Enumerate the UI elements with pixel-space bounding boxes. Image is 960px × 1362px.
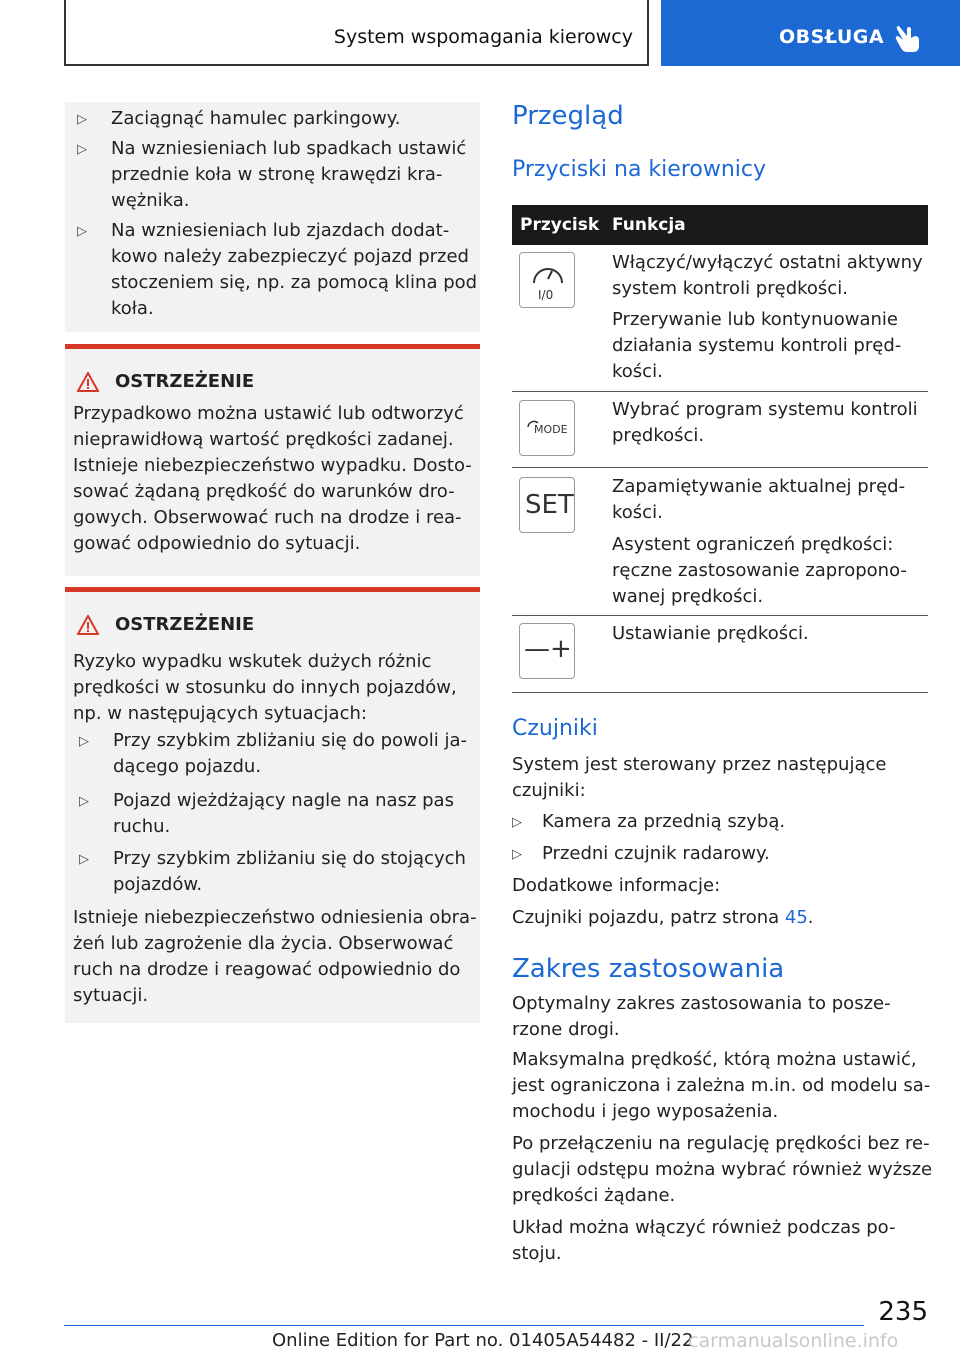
warning-heading: OSTRZEŻENIE bbox=[77, 371, 254, 392]
chapter-title: System wspomagania kierowcy bbox=[333, 26, 633, 48]
list-item: ▷ Przy szybkim zbliżaniu się do powoli ja- dącego pojazdu. bbox=[79, 728, 467, 780]
list-item: ▷ Kamera za przednią szybą. bbox=[512, 809, 785, 836]
buttons-heading: Przyciski na kierownicy bbox=[512, 157, 766, 182]
list-item: ▷ Zaciągnąć hamulec parkingowy. bbox=[77, 106, 401, 133]
column-header-button: Przycisk bbox=[520, 215, 600, 235]
footer-divider bbox=[64, 1325, 864, 1326]
warning-heading: OSTRZEŻENIE bbox=[77, 614, 254, 635]
row-divider bbox=[512, 615, 928, 616]
warning-text: Przypadkowo można ustawić lub odtworzyć nieprawidłową wartość prędkości zadanej. Istnieje niebezpieczeństwo wypadku. Dosto- sować żądaną prędkość do warunków dro- gowych. Obserwować ruch na drodze i rea- gować odpowiednio do sytuacji. bbox=[73, 403, 472, 554]
set-icon: SET bbox=[519, 477, 575, 533]
list-item: ▷ Na wzniesieniach lub zjazdach dodat- kowo należy zabezpieczyć pojazd przed stoczeniem się, np. za pomocą klina pod koła. bbox=[77, 218, 477, 322]
bullet-triangle-icon: ▷ bbox=[79, 794, 89, 809]
bullet-triangle-icon: ▷ bbox=[512, 815, 522, 830]
table-cell: Włączyć/wyłączyć ostatni aktywny system kontroli prędkości. bbox=[612, 252, 923, 299]
mode-icon: MODE bbox=[519, 400, 575, 456]
row-divider bbox=[512, 391, 928, 392]
list-item: ▷ Przy szybkim zbliżaniu się do stojących pojazdów. bbox=[79, 846, 466, 898]
header-section-box bbox=[661, 0, 960, 66]
bullet-triangle-icon: ▷ bbox=[77, 142, 87, 157]
warning-intro: Ryzyko wypadku wskutek dużych różnic prędkości w stosunku do innych pojazdów, np. w następujących sytuacjach: bbox=[73, 651, 457, 724]
table-cell: Ustawianie prędkości. bbox=[612, 623, 809, 644]
edition-text: Online Edition for Part no. 01405A54482 - II/22 bbox=[272, 1330, 694, 1351]
warning-outro: Istnieje niebezpieczeństwo odniesienia obra- żeń lub zagrożenie dla życia. Obserwować ruch na drodze i reagować odpowiednio do sytuacji. bbox=[73, 907, 477, 1006]
bullet-triangle-icon: ▷ bbox=[79, 852, 89, 867]
table-cell: Asystent ograniczeń prędkości: ręczne zastosowanie zapropono- wanej prędkości. bbox=[612, 534, 907, 607]
section-title: OBSŁUGA bbox=[779, 26, 885, 48]
bullet-triangle-icon: ▷ bbox=[77, 224, 87, 239]
row-divider bbox=[512, 692, 928, 693]
list-item: ▷ Przedni czujnik radarowy. bbox=[512, 841, 770, 868]
header-chapter-box bbox=[64, 0, 649, 66]
bullet-triangle-icon: ▷ bbox=[512, 847, 522, 862]
parking-steps-box bbox=[65, 102, 480, 332]
row-divider bbox=[512, 467, 928, 468]
table-cell: Zapamiętywanie aktualnej pręd- kości. bbox=[612, 476, 906, 523]
bullet-triangle-icon: ▷ bbox=[77, 112, 87, 127]
watermark: carmanualsonline.info bbox=[688, 1330, 899, 1352]
overview-heading: Przegląd bbox=[512, 101, 624, 131]
list-item: ▷ Na wzniesieniach lub spadkach ustawić przednie koła w stronę krawędzi kra- wężnika. bbox=[77, 136, 466, 214]
sensors-reference: Czujniki pojazdu, patrz strona 45. bbox=[512, 907, 814, 928]
table-header bbox=[512, 205, 928, 245]
table-cell: Wybrać program systemu kontroli prędkości. bbox=[612, 399, 918, 446]
scope-paragraph: Układ można włączyć również podczas po- stoju. bbox=[512, 1217, 896, 1264]
table-cell: Przerywanie lub kontynuowanie działania systemu kontroli pręd- kości. bbox=[612, 309, 902, 382]
sensors-intro: System jest sterowany przez następujące czujniki: bbox=[512, 754, 887, 801]
page-link[interactable]: 45 bbox=[784, 907, 808, 928]
scope-paragraph: Maksymalna prędkość, którą można ustawić, jest ograniczona i zależna m.in. od modelu sa- mochodu i jego wyposażenia. bbox=[512, 1049, 931, 1122]
scope-paragraph: Optymalny zakres zastosowania to posze- rzone drogi. bbox=[512, 993, 891, 1040]
warning-box bbox=[65, 344, 480, 576]
warning-triangle-icon bbox=[77, 372, 99, 392]
warning-triangle-icon bbox=[77, 615, 99, 635]
sensors-heading: Czujniki bbox=[512, 716, 598, 741]
pointing-hand-icon bbox=[895, 24, 921, 54]
scope-heading: Zakres zastosowania bbox=[512, 954, 785, 984]
scope-paragraph: Po przełączeniu na regulację prędkości bez re- gulacji odstępu można wybrać również wyższe prędkości żądane. bbox=[512, 1133, 933, 1206]
speedometer-icon: I/0 bbox=[519, 252, 575, 308]
page-number: 235 bbox=[878, 1297, 928, 1327]
minus-plus-icon: —+ bbox=[519, 623, 575, 679]
warning-box bbox=[65, 587, 480, 1023]
list-item: ▷ Pojazd wjeżdżający nagle na nasz pas ruchu. bbox=[79, 788, 454, 840]
more-info-label: Dodatkowe informacje: bbox=[512, 875, 721, 896]
column-header-function: Funkcja bbox=[612, 215, 686, 235]
bullet-triangle-icon: ▷ bbox=[79, 734, 89, 749]
